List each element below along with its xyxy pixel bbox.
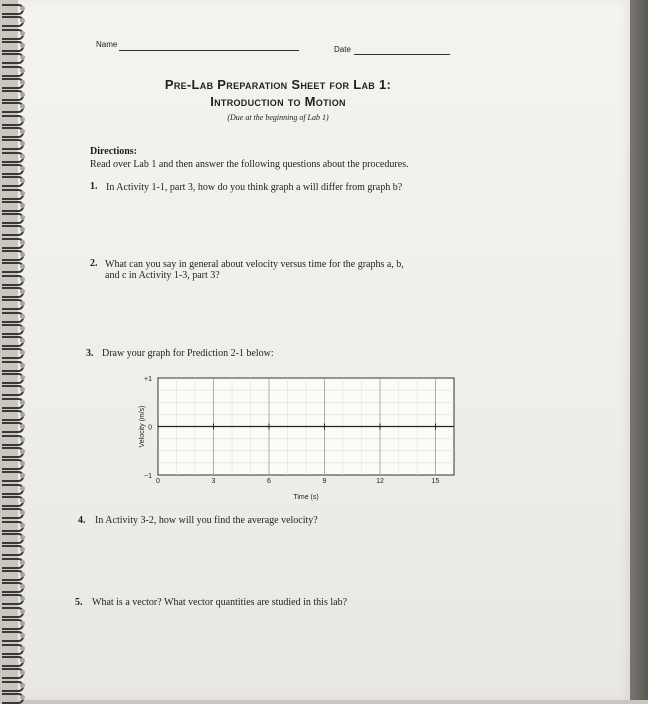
y-axis-label: Velocity (m/s) [139,405,146,448]
velocity-time-graph[interactable] [128,368,458,503]
punch-hole [20,510,25,515]
velocity-time-chart[interactable] [128,368,458,503]
x-tick-label: 6 [267,478,271,485]
x-axis-label: Time (s) [293,494,319,501]
punch-hole [20,92,25,97]
punch-hole [20,486,25,491]
punch-hole [20,609,25,614]
punch-hole [20,572,25,577]
punch-hole [20,670,25,675]
punch-hole [20,400,25,405]
question-2-text: What can you say in general about velocity versus time for the graphs a, b, [105,259,404,270]
title-line-1: Pre-Lab Preparation Sheet for Lab 1: [164,77,392,92]
punch-hole [20,166,25,171]
name-label: Name [96,40,118,49]
y-tick-label: 0 [148,424,152,432]
punch-hole [20,154,25,159]
punch-hole [20,191,25,196]
punch-hole [20,584,25,589]
punch-hole [20,646,25,651]
punch-hole [20,326,25,331]
x-tick-label: 9 [322,478,327,485]
punch-hole [20,350,25,355]
punch-hole [20,55,25,60]
punch-hole [20,621,25,626]
punch-hole [20,252,25,257]
punch-hole [20,6,25,11]
punch-hole [20,560,25,565]
punch-hole [20,129,25,134]
date-label: Date [334,45,351,54]
due-note: (Due at the beginning of Lab 1) [227,113,329,122]
spiral-binding [0,0,26,700]
x-tick-label: 12 [376,478,384,485]
question-2-text-line2: and c in Activity 1-3, part 3? [105,270,220,281]
punch-hole [20,596,25,601]
punch-hole [20,461,25,466]
punch-hole [20,31,25,36]
punch-hole [20,203,25,208]
punch-hole [20,437,25,442]
punch-hole [20,523,25,528]
title-line-2: Introduction to Motion [210,94,346,109]
punch-hole [20,277,25,282]
date-line[interactable] [354,54,450,55]
punch-hole [20,68,25,73]
punch-hole [20,363,25,368]
worksheet-page [18,0,630,700]
directions-heading: Directions: [90,146,138,157]
punch-hole [20,498,25,503]
punch-hole [20,178,25,183]
question-4-text: In Activity 3-2, how will you find the average velocity? [95,515,318,526]
question-5-text: What is a vector? What vector quantities are studied in this lab? [92,597,348,608]
y-tick-label: −1 [144,473,152,480]
punch-hole [20,424,25,429]
punch-hole [20,535,25,540]
punch-hole [20,314,25,319]
punch-hole [20,658,25,663]
punch-hole [20,338,25,343]
punch-hole [20,289,25,294]
x-tick-label: 0 [156,478,160,485]
punch-hole [20,449,25,454]
punch-hole [20,240,25,245]
y-tick-label: +1 [144,376,152,383]
x-tick-label: 3 [211,478,216,485]
punch-hole [20,375,25,380]
punch-hole [20,227,25,232]
question-5-number: 5. [75,597,83,608]
punch-hole [20,141,25,146]
question-3-number: 3. [86,348,94,359]
punch-hole [20,633,25,638]
x-tick-label: 15 [431,478,440,485]
punch-hole [20,301,25,306]
question-1-text: In Activity 1-1, part 3, how do you think graph a will differ from graph b? [106,182,403,193]
question-1-number: 1. [90,181,98,192]
punch-hole [20,683,25,688]
punch-hole [20,18,25,23]
punch-hole [20,264,25,269]
name-line[interactable] [119,50,299,51]
punch-hole [20,412,25,417]
directions-text: Read over Lab 1 and then answer the following questions about the procedures. [90,159,409,170]
punch-hole [20,215,25,220]
punch-hole [20,547,25,552]
punch-hole [20,695,25,700]
punch-hole [20,104,25,109]
punch-hole [20,43,25,48]
punch-hole [20,387,25,392]
question-4-number: 4. [78,515,86,526]
question-3-text: Draw your graph for Prediction 2-1 below: [102,348,274,359]
question-2-number: 2. [90,258,98,269]
punch-hole [20,80,25,85]
punch-hole [20,117,25,122]
punch-hole [20,473,25,478]
